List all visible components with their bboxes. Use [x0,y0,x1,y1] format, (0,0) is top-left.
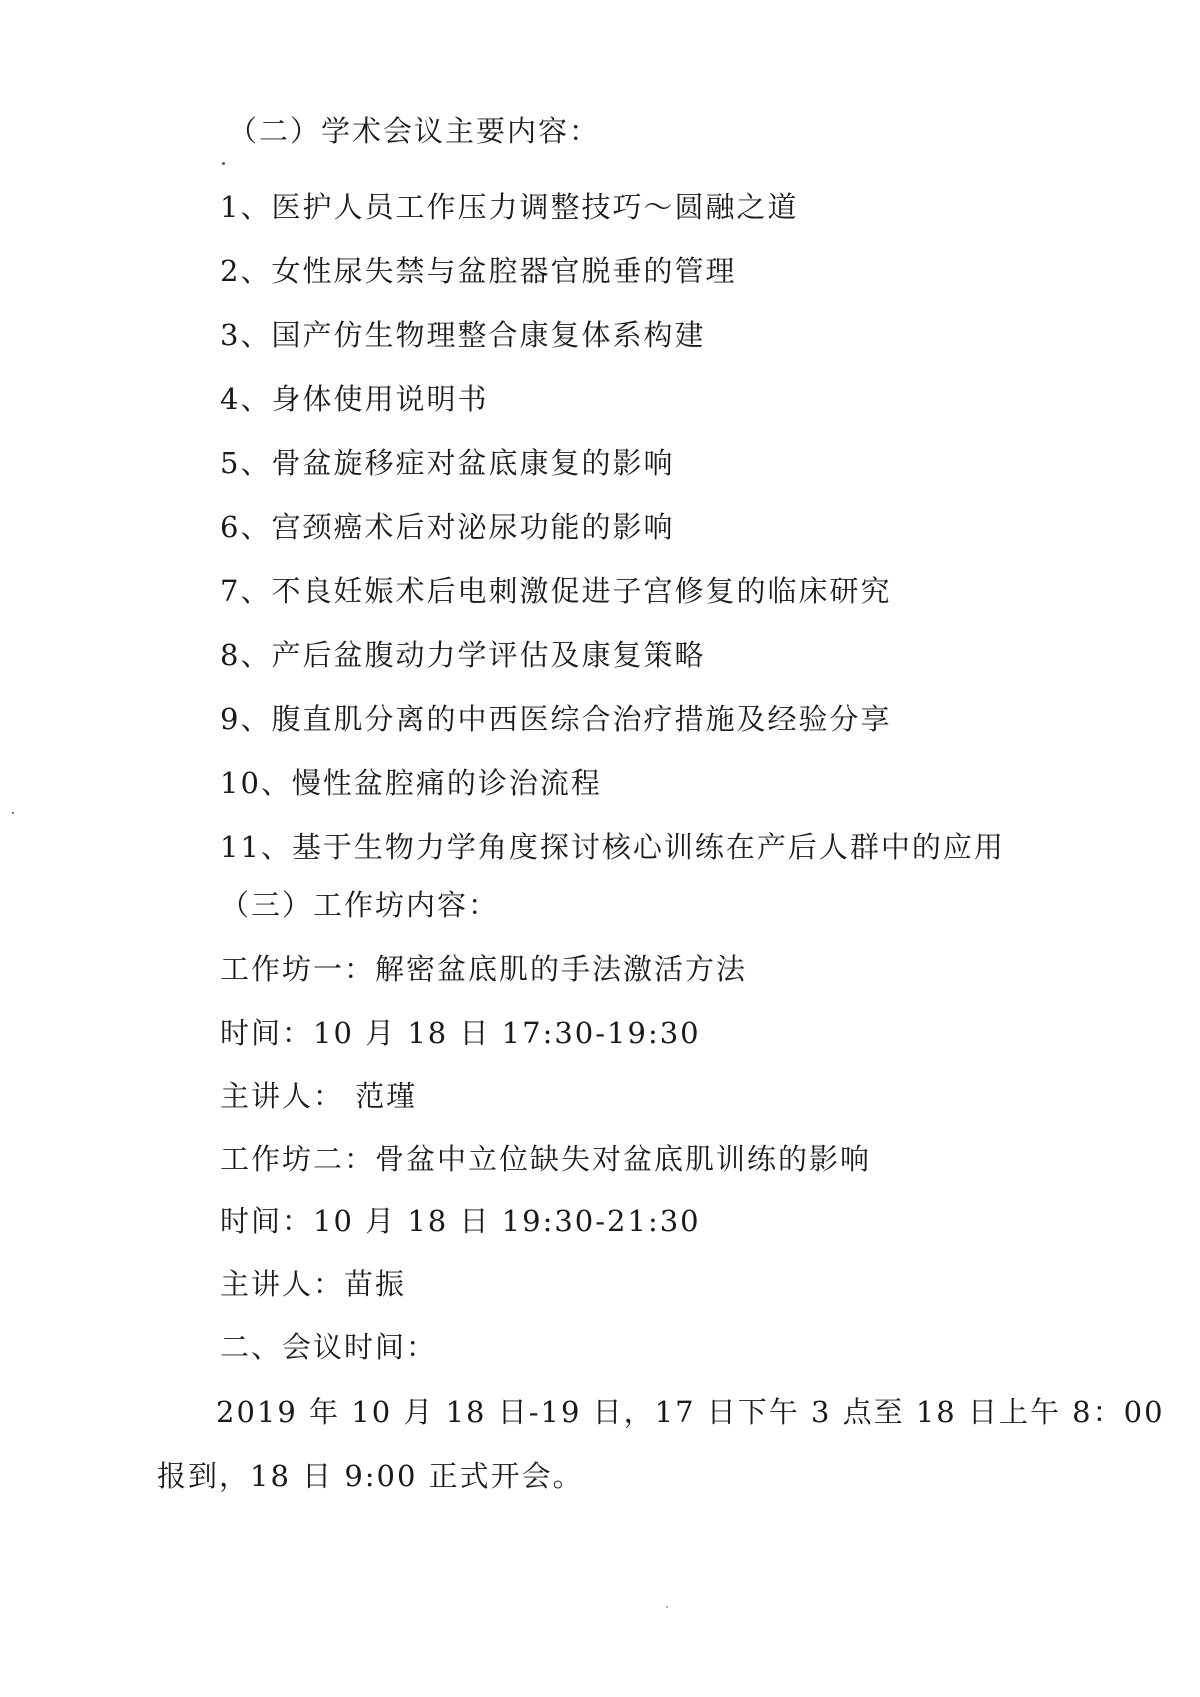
list-item: 9、腹直肌分离的中西医综合治疗措施及经验分享 [220,702,892,736]
list-item: 1、医护人员工作压力调整技巧～圆融之道 [220,190,799,224]
workshop1-title: 工作坊一：解密盆底肌的手法激活方法 [220,952,748,986]
meeting-time-heading: 二、会议时间： [220,1330,438,1364]
list-item: 10、慢性盆腔痛的诊治流程 [220,766,602,800]
academic-heading: （二）学术会议主要内容： [228,114,601,148]
workshop1-speaker: 主讲人： 范瑾 [220,1079,418,1113]
list-item: 6、宫颈癌术后对泌尿功能的影响 [220,510,675,544]
workshop2-time: 时间：10 月 18 日 19:30-21:30 [220,1204,701,1238]
list-item: 11、基于生物力学角度探讨核心训练在产后人群中的应用 [220,830,1005,864]
meeting-time-line1: 2019 年 10 月 18 日-19 日，17 日下午 3 点至 18 日上午 8：00 [216,1395,1165,1429]
list-item: 3、国产仿生物理整合康复体系构建 [220,318,706,352]
list-item: 2、女性尿失禁与盆腔器官脱垂的管理 [220,254,737,288]
scan-speck [222,162,225,165]
list-item: 8、产后盆腹动力学评估及康复策略 [220,638,706,672]
workshop2-speaker: 主讲人：苗振 [220,1267,407,1301]
workshop-heading: （三）工作坊内容： [220,888,500,922]
scan-speck [12,812,14,814]
workshop1-time: 时间：10 月 18 日 17:30-19:30 [220,1016,701,1050]
list-item: 4、身体使用说明书 [220,382,489,416]
meeting-time-line2: 报到，18 日 9:00 正式开会。 [157,1459,584,1493]
list-item: 5、骨盆旋移症对盆底康复的影响 [220,446,675,480]
scan-speck [666,1606,668,1608]
workshop2-title: 工作坊二：骨盆中立位缺失对盆底肌训练的影响 [220,1142,872,1176]
list-item: 7、不良妊娠术后电刺激促进子宫修复的临床研究 [220,574,892,608]
academic-items-list [220,189,1005,893]
